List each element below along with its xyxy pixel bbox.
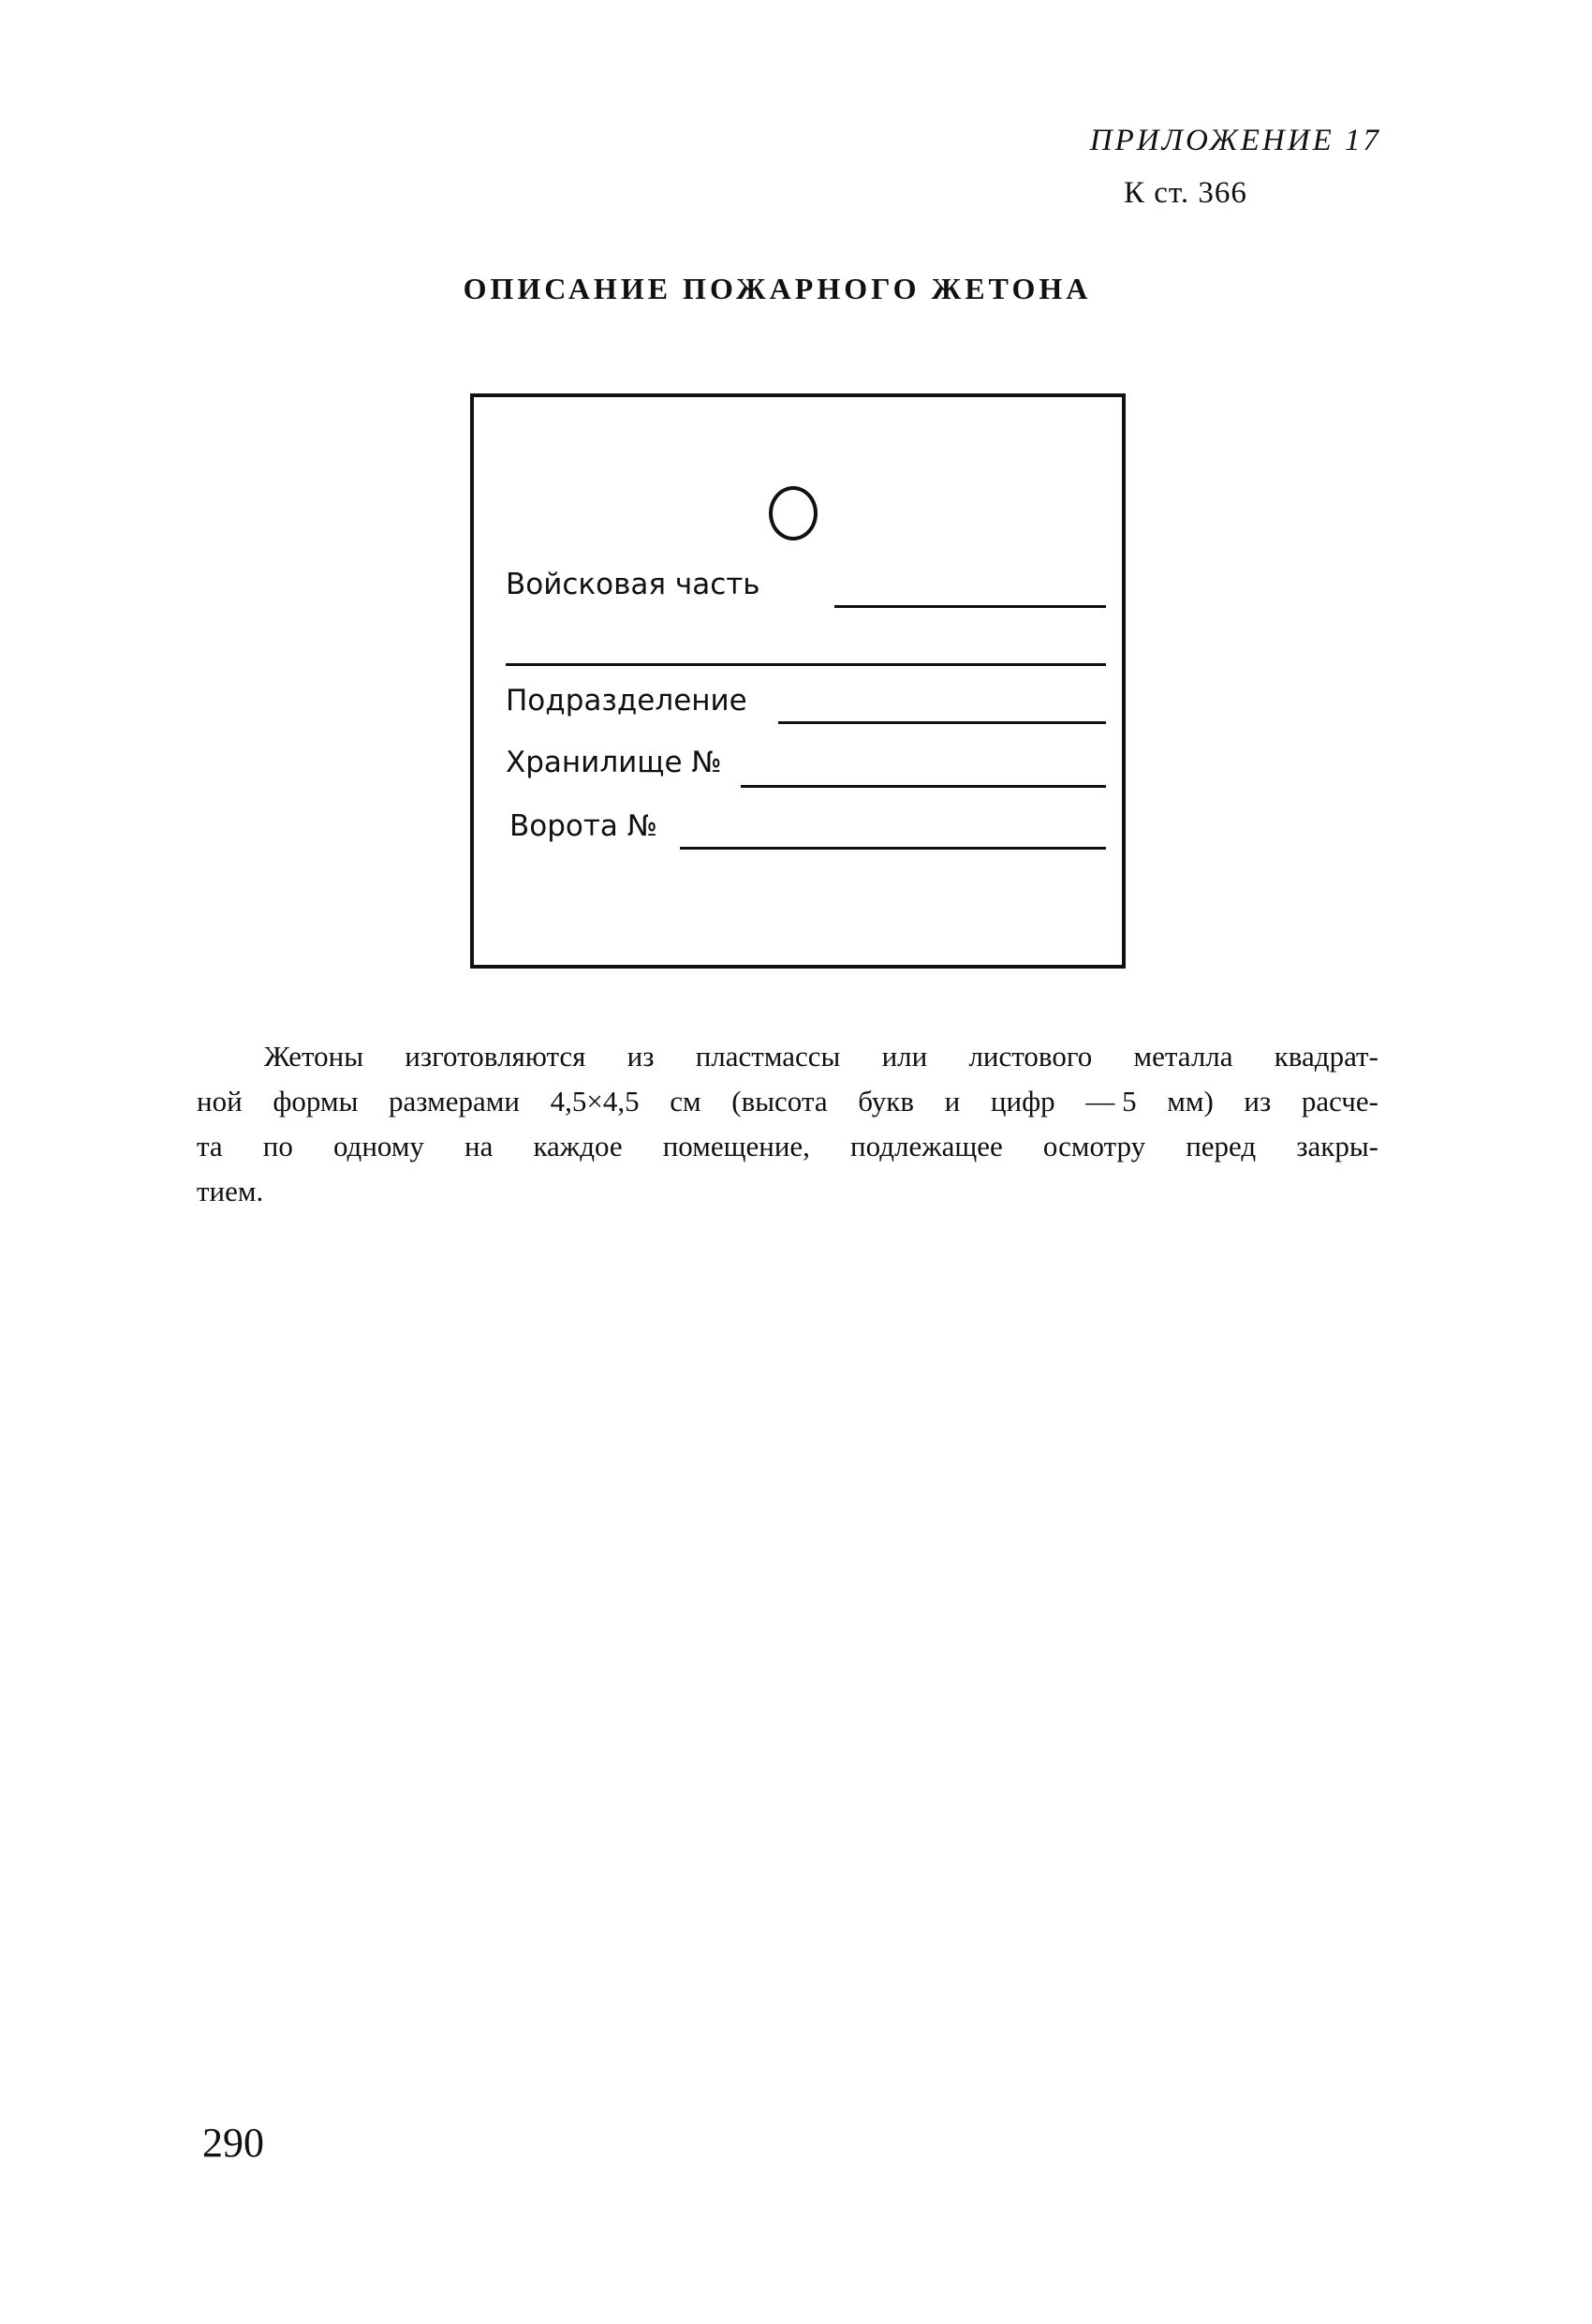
page-number: 290 xyxy=(202,2120,264,2166)
field-label-subdivision: Подразделение xyxy=(506,684,747,718)
document-title: ОПИСАНИЕ ПОЖАРНОГО ЖЕТОНА xyxy=(463,272,1092,305)
paragraph-line: тием. xyxy=(197,1175,264,1207)
field-line-subdivision xyxy=(778,721,1106,724)
token-diagram xyxy=(470,393,1126,969)
field-line-gate-number xyxy=(680,847,1106,850)
paragraph-line: Жетоны изготовляются из пластмассы или листового металла квадрат- xyxy=(264,1040,1378,1073)
field-label-gate-number: Ворота № xyxy=(509,809,658,843)
field-label-storage-number: Хранилище № xyxy=(506,746,722,779)
paragraph-line: та по одному на каждое помещение, подлежащее осмотру перед закры- xyxy=(197,1130,1378,1162)
appendix-label: ПРИЛОЖЕНИЕ 17 xyxy=(1089,124,1381,157)
paragraph-line: ной формы размерами 4,5×4,5 см (высота букв и цифр — 5 мм) из расче- xyxy=(197,1085,1378,1118)
circle-hole-icon xyxy=(769,486,818,540)
field-label-military-unit: Войсковая часть xyxy=(506,568,760,601)
field-line-military-unit xyxy=(834,605,1106,608)
field-line-storage-number xyxy=(741,785,1106,788)
appendix-reference: К ст. 366 xyxy=(1124,176,1247,210)
field-line-military-unit-continued xyxy=(506,663,1106,666)
description-paragraph xyxy=(197,1034,1378,1214)
